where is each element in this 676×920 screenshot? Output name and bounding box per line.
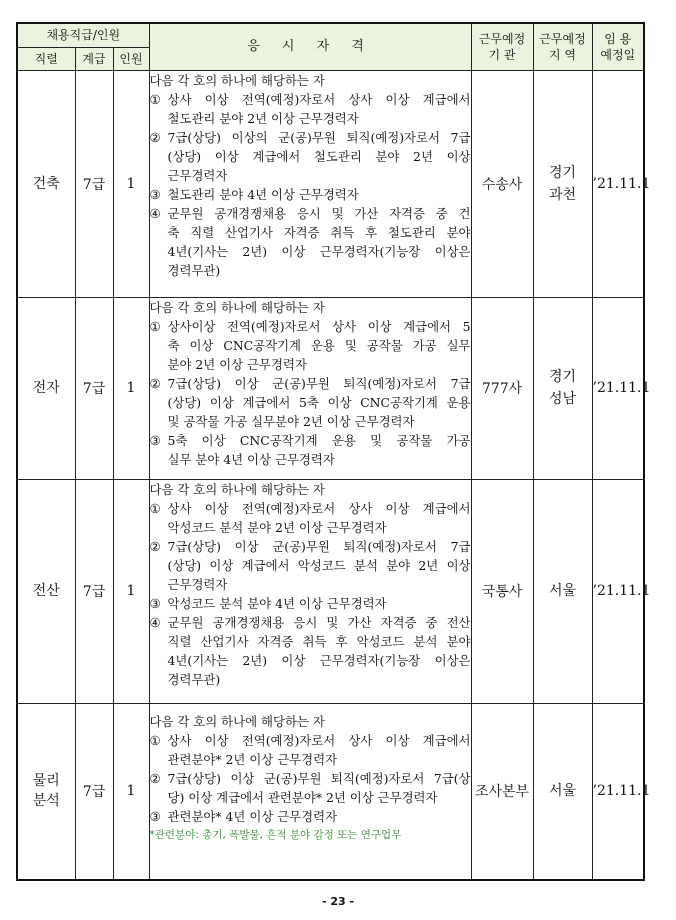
- table-row: [17, 297, 644, 479]
- item-line: (상당) 이상 계급에서 악성코드 분석 분야 2년 이상: [167, 557, 471, 573]
- qualification-item: [150, 128, 471, 185]
- item-text: [168, 499, 471, 537]
- region-line: 경기: [548, 369, 577, 385]
- item-line: 상사 이상 전역(예정)자로서 상사 이상 계급에서: [167, 91, 471, 107]
- item-text: [168, 185, 471, 204]
- date-cell: ’21.11.1: [592, 703, 644, 880]
- table-row: [17, 70, 644, 297]
- item-line: 상사 이상 전역(예정)자로서 상사 이상 계급에서: [167, 500, 471, 516]
- recruitment-table: [16, 22, 651, 881]
- agency-cell: 수송사: [471, 70, 533, 297]
- field-cell: 전자: [17, 297, 75, 479]
- item-line: 직렬 산업기사 자격증 취득 후 악성코드 분석 분야: [167, 633, 471, 649]
- item-line: 경력무관): [167, 671, 221, 687]
- qualification-item: [150, 374, 471, 431]
- field-cell: 건축: [17, 70, 75, 297]
- item-line: 악성코드 분석 분야 2년 이상 근무경력자: [167, 519, 387, 535]
- item-line: 군무원 공개경쟁채용 응시 및 가산 자격증 중 건: [167, 205, 471, 221]
- region-line: 서울: [548, 583, 577, 599]
- item-number: ①: [149, 91, 161, 107]
- item-text: [168, 769, 471, 807]
- region-cell: [533, 297, 592, 479]
- agency-cell: 국통사: [471, 479, 533, 703]
- qualification-item: [150, 317, 471, 374]
- qualification-cell: [149, 70, 471, 297]
- agency-cell: 777사: [471, 297, 533, 479]
- item-line: 축 직렬 산업기사 자격증 취득 후 철도관리 분야: [167, 224, 471, 240]
- item-text: [168, 128, 471, 185]
- header-qualification: 응 시 자 격: [149, 23, 471, 70]
- header-count: 인원: [113, 47, 149, 70]
- region-line: 서울: [548, 783, 577, 800]
- field-cell: 전산: [17, 479, 75, 703]
- item-number: ③: [149, 186, 161, 202]
- item-number: ④: [149, 205, 161, 221]
- qualification-cell: [149, 703, 471, 880]
- item-number: ②: [149, 129, 161, 145]
- header-row-1: [17, 23, 644, 47]
- qualification-intro: 다음 각 호의 하나에 해당하는 자: [149, 72, 325, 88]
- region-cell: [533, 70, 592, 297]
- date-cell: ’21.11.1: [592, 70, 644, 297]
- item-text: [168, 731, 471, 769]
- item-line: 4년(기사는 2년) 이상 근무경력자(기능장 이상은: [167, 243, 471, 259]
- item-number: ③: [149, 432, 161, 448]
- agency-cell: 조사본부: [471, 703, 533, 880]
- item-text: [168, 431, 471, 469]
- count-cell: 1: [113, 703, 149, 880]
- item-line: 당) 이상 계급에서 관련분야* 2년 이상 근무경력자: [167, 789, 438, 805]
- header-agency-line1: 근무예정: [478, 31, 526, 46]
- region-line: 성남: [548, 391, 577, 407]
- item-line: 5축 이상 CNC공작기계 운용 및 공작물 가공: [167, 432, 471, 448]
- item-number: ①: [149, 500, 161, 516]
- item-number: ②: [149, 538, 161, 554]
- item-text: [168, 594, 471, 613]
- header-region-line1: 근무예정: [539, 31, 586, 46]
- item-number: ①: [149, 732, 161, 748]
- header-region-line2: 지 역: [549, 47, 577, 62]
- field-cell: [17, 703, 75, 880]
- qualification-item: [150, 90, 471, 128]
- item-line: (상당) 이상 계급에서 철도관리 분야 2년 이상: [167, 148, 471, 164]
- qualification-item: [150, 185, 471, 204]
- item-line: 축 이상 CNC공작기계 운용 및 공작물 가공 실무: [167, 337, 471, 353]
- item-text: [168, 317, 471, 374]
- item-number: ③: [149, 595, 161, 611]
- header-grade: 계급: [75, 47, 113, 70]
- qualification-item: [150, 807, 471, 826]
- item-text: [168, 537, 471, 594]
- item-line: 상사 이상 전역(예정)자로서 상사 이상 계급에서: [167, 732, 471, 748]
- item-line: 7급(상당) 이상 군(공)무원 퇴직(예정)자로서 7급: [167, 375, 471, 391]
- item-line: 경력무관): [167, 262, 221, 278]
- item-line: 4년(기사는 2년) 이상 근무경력자(기능장 이상은: [167, 652, 471, 668]
- qualification-item: [150, 613, 471, 689]
- item-line: 및 공작물 가공 실무분야 2년 이상 근무경력자: [167, 413, 415, 429]
- grade-cell: 7급: [75, 703, 113, 880]
- item-number: ②: [149, 375, 161, 391]
- item-line: 7급(상당) 이상 군(공)무원 퇴직(예정)자로서 7급: [167, 538, 471, 554]
- item-line: 실무 분야 4년 이상 근무경력자: [167, 451, 335, 467]
- item-line: 관련분야* 4년 이상 근무경력자: [167, 808, 338, 824]
- item-text: [168, 374, 471, 431]
- item-line: 관련분야* 2년 이상 근무경력자: [167, 751, 338, 767]
- qualification-cell: [149, 479, 471, 703]
- header-field: 직렬: [17, 47, 75, 70]
- grade-cell: 7급: [75, 297, 113, 479]
- item-line: 7급(상당) 이상의 군(공)무원 퇴직(예정)자로서 7급: [167, 129, 471, 145]
- header-date-line2: 예정일: [600, 47, 636, 62]
- item-text: [168, 807, 471, 826]
- region-cell: [533, 479, 592, 703]
- qualification-item: [150, 499, 471, 537]
- item-line: 철도관리 분야 4년 이상 근무경력자: [167, 186, 359, 202]
- qualification-item: [150, 431, 471, 469]
- field-line: 분석: [32, 793, 60, 810]
- item-line: 근무경력자: [167, 576, 228, 592]
- table-row: [17, 479, 644, 703]
- qualification-item: [150, 594, 471, 613]
- related-field-note: *관련분야: 총기, 폭발물, 흔적 분야 감정 또는 연구업무: [149, 828, 402, 841]
- item-line: 악성코드 분석 분야 4년 이상 근무경력자: [167, 595, 387, 611]
- qualification-item: [150, 731, 471, 769]
- count-cell: 1: [113, 70, 149, 297]
- header-region: [533, 23, 592, 70]
- item-line: 상사이상 전역(예정)자로서 상사 이상 계급에서 5: [167, 318, 471, 334]
- qualification-item: [150, 769, 471, 807]
- date-cell: ’21.11.1: [592, 479, 644, 703]
- item-line: (상당) 이상 계급에서 5축 이상 CNC공작기계 운용: [167, 394, 471, 410]
- item-text: [168, 90, 471, 128]
- qualification-item: [150, 537, 471, 594]
- region-line: 과천: [548, 186, 577, 203]
- region-line: 경기: [548, 164, 577, 181]
- count-cell: 1: [113, 297, 149, 479]
- item-number: ②: [149, 770, 161, 786]
- qualification-item: [150, 204, 471, 280]
- grade-cell: 7급: [75, 70, 113, 297]
- item-line: 분야 2년 이상 근무경력자: [167, 356, 307, 372]
- item-line: 군무원 공개경쟁채용 응시 및 가산 자격증 중 전산: [167, 614, 471, 630]
- qualification-intro: 다음 각 호의 하나에 해당하는 자: [149, 299, 325, 315]
- header-date: [592, 23, 644, 70]
- qualification-intro: 다음 각 호의 하나에 해당하는 자: [149, 713, 325, 729]
- item-number: ④: [149, 614, 161, 630]
- page-number: - 23 -: [321, 895, 355, 908]
- qualification-cell: [149, 297, 471, 479]
- header-agency: [471, 23, 533, 70]
- item-number: ③: [149, 808, 161, 824]
- region-cell: [533, 703, 592, 880]
- item-number: ①: [149, 318, 161, 334]
- item-text: [168, 613, 471, 689]
- item-line: 철도관리 분야 2년 이상 근무경력자: [167, 110, 359, 126]
- table-row: [17, 703, 644, 880]
- header-date-line1: 임 용: [604, 31, 632, 46]
- item-line: 근무경력자: [167, 167, 228, 183]
- header-group: 채용직급/인원: [17, 23, 149, 47]
- count-cell: 1: [113, 479, 149, 703]
- grade-cell: 7급: [75, 479, 113, 703]
- field-line: 물리: [32, 773, 60, 790]
- item-text: [168, 204, 471, 280]
- date-cell: ’21.11.1: [592, 297, 644, 479]
- item-line: 7급(상당) 이상 군(공)무원 퇴직(예정)자로서 7급(상: [167, 770, 471, 786]
- qualification-intro: 다음 각 호의 하나에 해당하는 자: [149, 481, 325, 497]
- header-agency-line2: 기 관: [488, 47, 516, 62]
